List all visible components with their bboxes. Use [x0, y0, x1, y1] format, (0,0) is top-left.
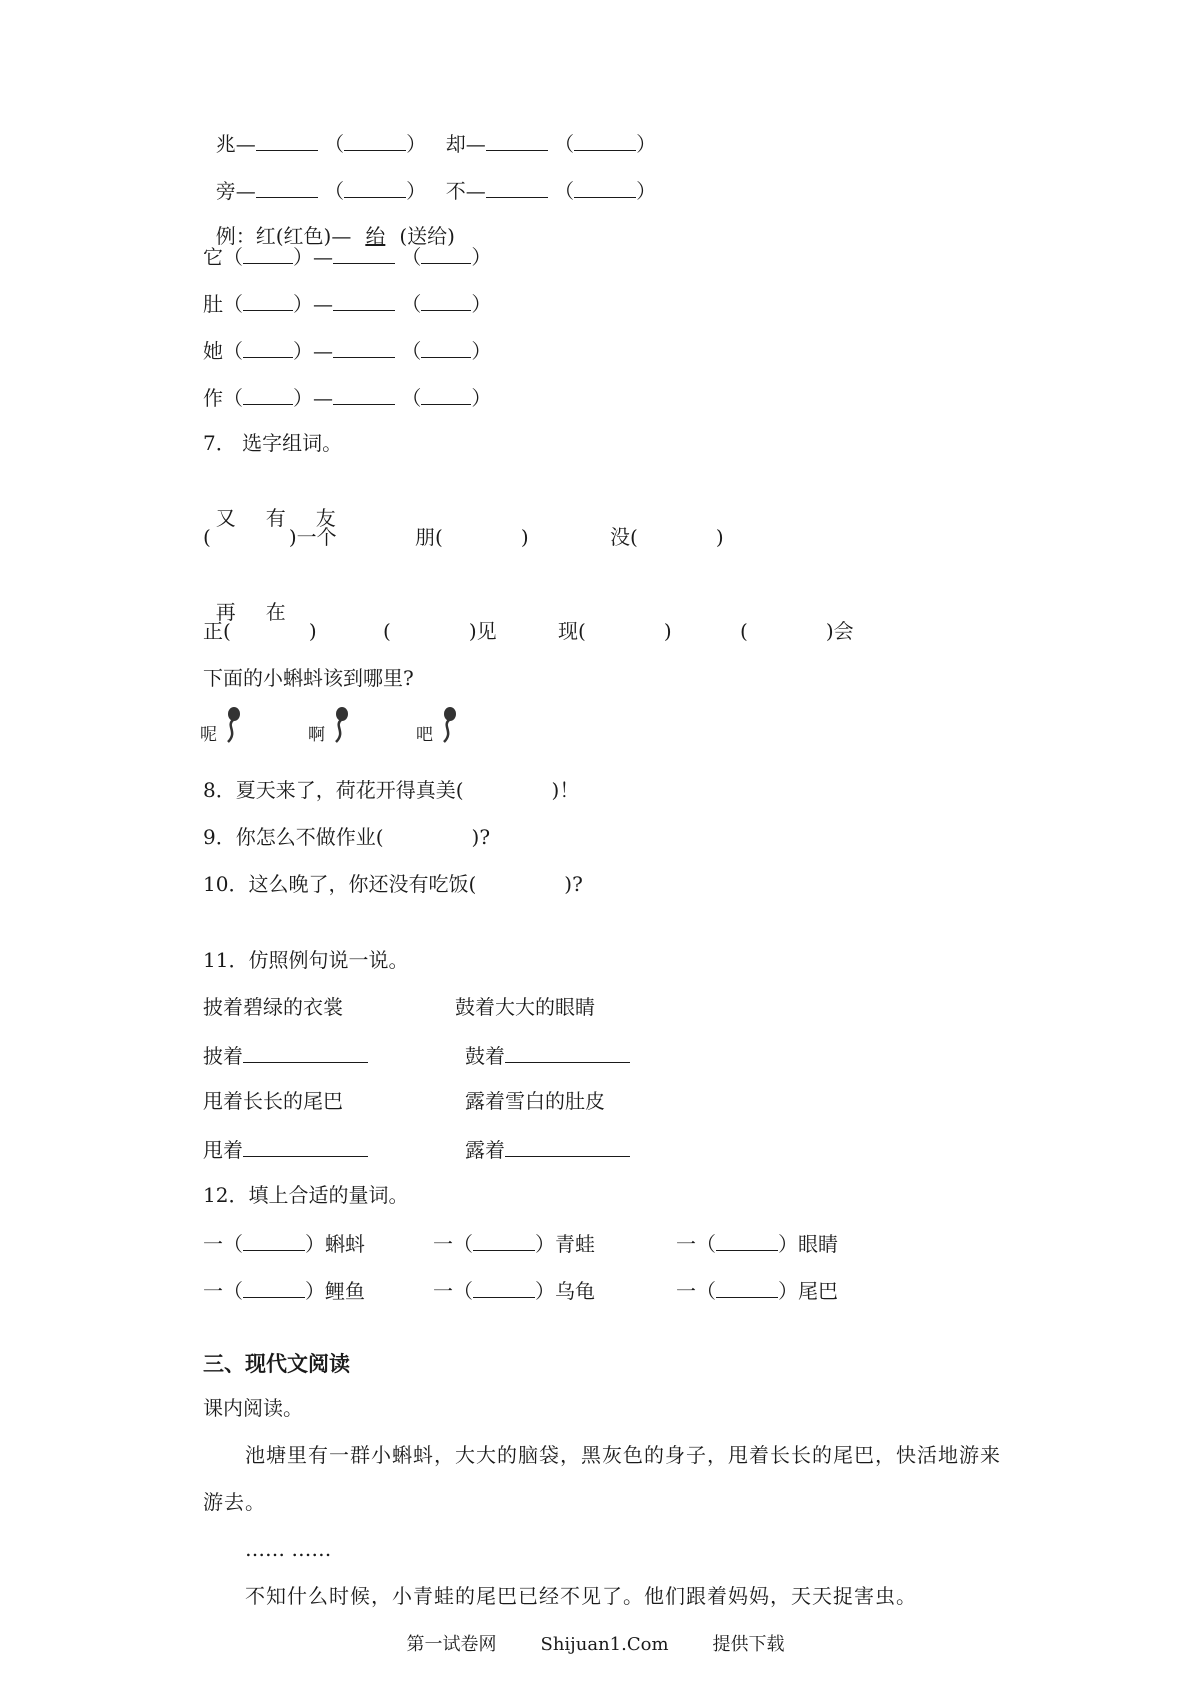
- q11-ex1-b: 鼓着大大的眼睛: [455, 995, 595, 1019]
- tadpole-icon: [436, 706, 460, 746]
- blank[interactable]: [486, 175, 548, 198]
- blank[interactable]: [333, 335, 395, 358]
- q7-word-4: 正( ): [203, 619, 317, 643]
- q12-r1-c3: 一（ ）眼睛: [676, 1228, 838, 1258]
- blank[interactable]: [716, 1275, 778, 1298]
- q12-r2-c1: 一（ ）鲤鱼: [203, 1275, 365, 1305]
- tadpole-icon: [328, 706, 352, 746]
- q11-ex1-a: 披着碧绿的衣裳: [203, 995, 343, 1019]
- passage-line-3: 不知什么时候，小青蛙的尾巴已经不见了。他们跟着妈妈，天天捉害虫。: [245, 1584, 917, 1608]
- blank[interactable]: [421, 382, 471, 405]
- q12-r1-c2: 一（ ）青蛙: [433, 1228, 595, 1258]
- q11-ex2-a: 甩着长长的尾巴: [203, 1089, 343, 1113]
- q10: 10．这么晚了，你还没有吃饭( )?: [203, 872, 583, 896]
- q11-ex2-b: 露着雪白的肚皮: [465, 1089, 605, 1113]
- blank[interactable]: [421, 241, 471, 264]
- q6-row-2: 旁— （ ）: [203, 147, 426, 205]
- blank[interactable]: [243, 288, 293, 311]
- q7-group2-chars: 再 在: [215, 600, 286, 624]
- example-answer: 绐: [365, 224, 386, 248]
- q7-word-7: ( )会: [740, 619, 854, 643]
- q8: 8．夏天来了，荷花开得真美( )！: [203, 778, 580, 802]
- blank[interactable]: [421, 288, 471, 311]
- blank[interactable]: [333, 382, 395, 405]
- q11-fill1-a: 披着: [203, 1040, 368, 1070]
- tadpole-icon: [220, 706, 244, 746]
- q6-item-2: 肚（ ）— （ ）: [203, 288, 491, 318]
- blank[interactable]: [473, 1228, 535, 1251]
- blank[interactable]: [716, 1228, 778, 1251]
- blank[interactable]: [333, 288, 395, 311]
- q11-fill1-b: 鼓着: [465, 1040, 630, 1070]
- blank[interactable]: [333, 241, 395, 264]
- q7-word-3: 没( ): [610, 525, 724, 549]
- blank[interactable]: [574, 175, 636, 198]
- blank[interactable]: [505, 1134, 630, 1157]
- blank[interactable]: [243, 335, 293, 358]
- passage-line-2: 游去。: [203, 1490, 266, 1514]
- q11-fill2-a: 甩着: [203, 1134, 368, 1164]
- q12-r2-c2: 一（ ）乌龟: [433, 1275, 595, 1305]
- q7-word-6: 现( ): [558, 619, 672, 643]
- section-sub: 课内阅读。: [203, 1396, 303, 1420]
- q12-r1-c1: 一（ ）蝌蚪: [203, 1228, 365, 1258]
- blank[interactable]: [243, 241, 293, 264]
- q6-row-1: 兆— （ ）: [203, 100, 426, 158]
- blank[interactable]: [243, 1228, 305, 1251]
- blank[interactable]: [243, 382, 293, 405]
- passage-ellipsis: …… ……: [245, 1537, 332, 1561]
- blank[interactable]: [243, 1040, 368, 1063]
- q6-row-1-b: 却— （ ）: [433, 100, 656, 158]
- blank[interactable]: [421, 335, 471, 358]
- passage-line-1: 池塘里有一群小蝌蚪，大大的脑袋，黑灰色的身子，甩着长长的尾巴，快活地游来: [245, 1443, 1001, 1467]
- q6-example: 例：红(红色)— 绐 (送给): [215, 224, 455, 248]
- footer: 第一试卷网 Shijuan1.Com 提供下载: [406, 1634, 785, 1655]
- q7-word-2: 朋( ): [415, 525, 529, 549]
- q6-row-2-b: 不— （ ）: [433, 147, 656, 205]
- blank[interactable]: [243, 1275, 305, 1298]
- q7-title: 7． 选字组词。: [203, 431, 343, 455]
- q12-title: 12．填上合适的量词。: [203, 1183, 409, 1207]
- blank[interactable]: [473, 1275, 535, 1298]
- q7-word-1: ( )一个: [203, 525, 337, 549]
- q9: 9．你怎么不做作业( )?: [203, 825, 491, 849]
- blank[interactable]: [243, 1134, 368, 1157]
- q6-item-3: 她（ ）— （ ）: [203, 335, 491, 365]
- section-heading: 三、现代文阅读: [203, 1351, 350, 1376]
- q11-fill2-b: 露着: [465, 1134, 630, 1164]
- q12-r2-c3: 一（ ）尾巴: [676, 1275, 838, 1305]
- q11-title: 11．仿照例句说一说。: [203, 948, 409, 972]
- q6-item-4: 作（ ）— （ ）: [203, 382, 491, 412]
- q6-item-1: 它（ ）— （ ）: [203, 241, 491, 271]
- q7-group1-chars: 又 有 友: [215, 506, 336, 530]
- q7-word-5: ( )见: [383, 619, 497, 643]
- tadpole-question: 下面的小蝌蚪该到哪里?: [203, 666, 414, 690]
- blank[interactable]: [505, 1040, 630, 1063]
